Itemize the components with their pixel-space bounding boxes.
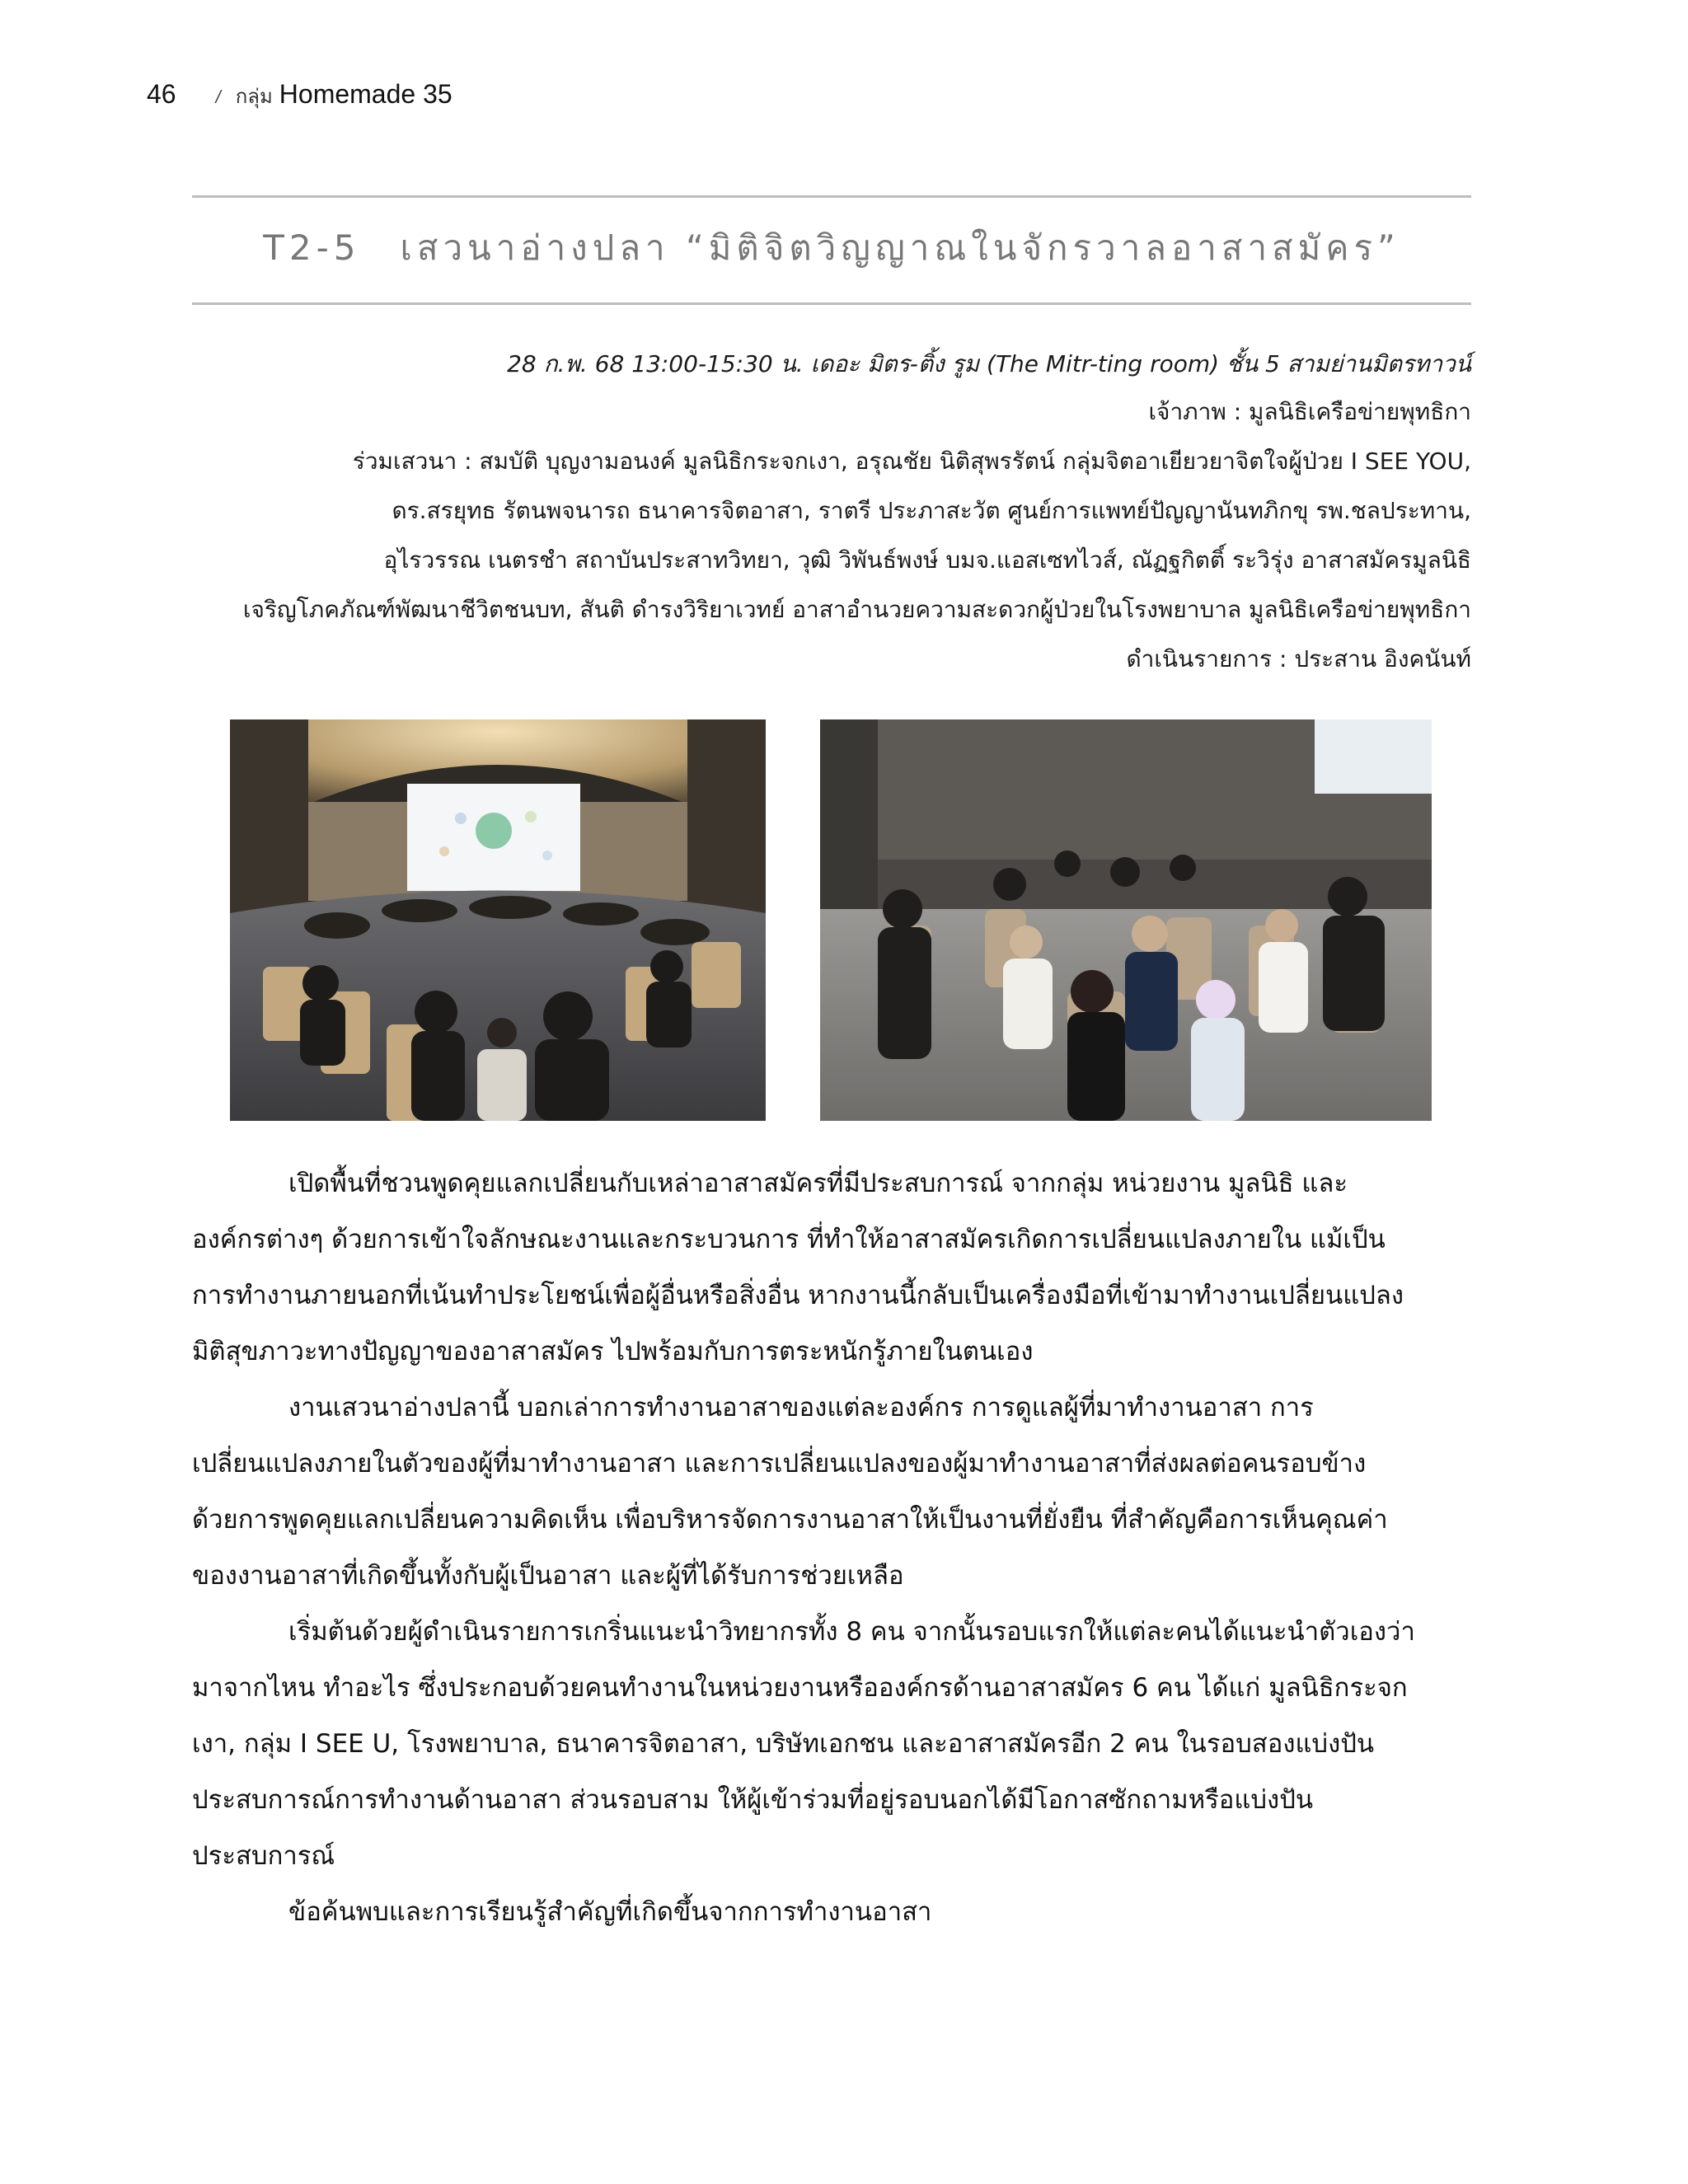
- paragraph-1-line: มิติสุขภาวะทางปัญญาของอาสาสมัคร ไปพร้อมกับการตระหนักรู้ภายในตนเอง: [192, 1337, 1034, 1366]
- title-rule-bottom: [192, 302, 1471, 305]
- panelists-line-2: ดร.สรยุทธ รัตนพจนารถ ธนาคารจิตอาสา, ราตรี ประภาสะวัต ศูนย์การแพทย์ปัญญานันทภิกขุ รพ.ชลประทาน,: [392, 497, 1471, 524]
- body-text: [192, 1155, 1471, 1940]
- paragraph-2-line: งานเสวนาอ่างปลานี้ บอกเล่าการทำงานอาสาของแต่ละองค์กร การดูแลผู้ที่มาทำงานอาสา การ: [288, 1393, 1314, 1422]
- paragraph-1-line: เปิดพื้นที่ชวนพูดคุยแลกเปลี่ยนกับเหล่าอาสาสมัครที่มีประสบการณ์ จากกลุ่ม หน่วยงาน มูลนิธิ และ: [288, 1169, 1348, 1198]
- paragraph-2-line: ด้วยการพูดคุยแลกเปลี่ยนความคิดเห็น เพื่อบริหารจัดการงานอาสาให้เป็นงานที่ยั่งยืน ที่สำคัญคือการเห็นคุณค่า: [192, 1505, 1388, 1535]
- moderator: ดำเนินรายการ : ประสาน อิงคนันท์: [1126, 645, 1471, 673]
- running-header: [147, 79, 452, 119]
- page-number: 46: [147, 79, 176, 109]
- paragraph-2-line: เปลี่ยนแปลงภายในตัวของผู้ที่มาทำงานอาสา และการเปลี่ยนแปลงของผู้มาทำงานอาสาที่ส่งผลต่อคนรอบข้าง: [192, 1449, 1367, 1479]
- paragraph-3-line: ประสบการณ์: [192, 1841, 335, 1871]
- event-host: เจ้าภาพ : มูลนิธิเครือข่ายพุทธิกา: [1148, 398, 1471, 425]
- paragraph-1: [192, 1155, 1471, 1380]
- paragraph-3-line: เงา, กลุ่ม I SEE U, โรงพยาบาล, ธนาคารจิตอาสา, บริษัทเอกชน และอาสาสมัครอีก 2 คน ในรอบสองแบ่งปัน: [192, 1729, 1375, 1759]
- paragraph-4-line: ข้อค้นพบและการเรียนรู้สำคัญที่เกิดขึ้นจากการทำงานอาสา: [288, 1897, 932, 1927]
- title-rule-top: [192, 195, 1471, 198]
- section-title-text: เสวนาอ่างปลา “มิติจิตวิญญาณในจักรวาลอาสาสมัคร”: [400, 227, 1400, 268]
- paragraph-2-line: ของงานอาสาที่เกิดขึ้นทั้งกับผู้เป็นอาสา และผู้ที่ได้รับการช่วยเหลือ: [192, 1561, 904, 1591]
- paragraph-3-line: เริ่มต้นด้วยผู้ดำเนินรายการเกริ่นแนะนำวิทยากรทั้ง 8 คน จากนั้นรอบแรกให้แต่ละคนได้แนะนำตัวเองว่า: [288, 1617, 1415, 1647]
- event-datetime-venue: 28 ก.พ. 68 13:00-15:30 น. เดอะ มิตร-ติ้ง รูม (The Mitr-ting room) ชั้น 5 สามย่านมิตรทาวน์: [507, 350, 1471, 377]
- group-name: Homemade 35: [279, 79, 452, 109]
- paragraph-1-line: การทำงานภายนอกที่เน้นทำประโยชน์เพื่อผู้อื่นหรือสิ่งอื่น หากงานนี้กลับเป็นเครื่องมือที่เข้ามาทำงานเปลี่ยนแปลง: [192, 1281, 1404, 1310]
- paragraph-3: [192, 1604, 1471, 1884]
- panelists-line-1: ร่วมเสวนา : สมบัติ บุญงามอนงค์ มูลนิธิกระจกเงา, อรุณชัย นิติสุพรรัตน์ กลุ่มจิตอาเยียวยาจิตใจผู้ป่วย I SEE YOU,: [352, 448, 1471, 475]
- section-title-block: [192, 221, 1471, 275]
- paragraph-3-line: ประสบการณ์การทำงานด้านอาสา ส่วนรอบสาม ให้ผู้เข้าร่วมที่อยู่รอบนอกได้มีโอกาสซักถามหรือแบ่งปัน: [192, 1785, 1314, 1815]
- paragraph-3-line: มาจากไหน ทำอะไร ซึ่งประกอบด้วยคนทำงานในหน่วยงานหรือองค์กรด้านอาสาสมัคร 6 คน ได้แก่ มูลนิธิกระจก: [192, 1673, 1408, 1703]
- paragraph-2: [192, 1380, 1471, 1604]
- section-code: T2-5: [263, 227, 361, 268]
- group-label: กลุ่ม: [235, 85, 273, 108]
- section-title: [263, 227, 1400, 268]
- event-photo-panel: [820, 719, 1432, 1121]
- panelists-line-3: อุไรวรรณ เนตรชำ สถาบันประสาทวิทยา, วุฒิ วิพันธ์พงษ์ บมจ.แอสเซทไวส์, ณัฏฐกิตติ์ ระวิรุ่ง อาสาสมัครมูลนิธิ: [383, 546, 1471, 574]
- panelists-line-4: เจริญโภคภัณฑ์พัฒนาชีวิตชนบท, สันติ ดำรงวิริยาเวทย์ อาสาอำนวยความสะดวกผู้ป่วยในโรงพยาบาล มูลนิธิเครือข่ายพุทธิกา: [242, 596, 1471, 623]
- header-separator: /: [215, 87, 221, 107]
- paragraph-4: [192, 1884, 1471, 1940]
- paragraph-1-line: องค์กรต่างๆ ด้วยการเข้าใจลักษณะงานและกระบวนการ ที่ทำให้อาสาสมัครเกิดการเปลี่ยนแปลงภายใน แม้เป็น: [192, 1225, 1386, 1254]
- event-photo-room: [230, 719, 766, 1121]
